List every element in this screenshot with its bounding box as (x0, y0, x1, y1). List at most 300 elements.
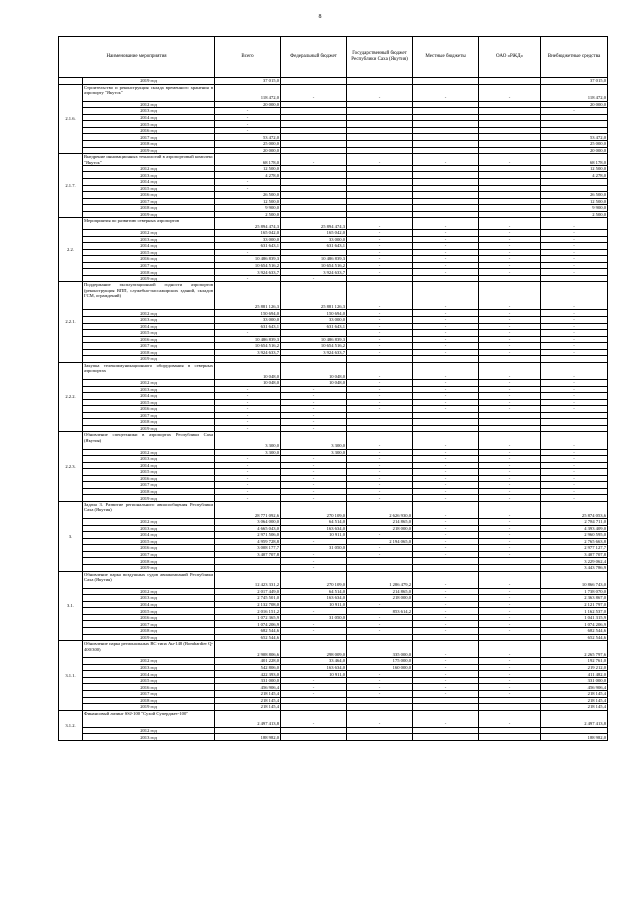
cell-total: 4 959 728,8 (215, 538, 281, 545)
cell-total: 218 145,4 (215, 704, 281, 711)
cell-extra: - (541, 349, 608, 356)
cell-total: 37 015,0 (215, 78, 281, 85)
cell-republic: - (347, 671, 413, 678)
cell-federal: - (281, 425, 347, 432)
cell-republic: - (347, 343, 413, 350)
cell-total: - (215, 399, 281, 406)
cell-federal: - (281, 710, 347, 727)
year-label: 2014 год (83, 601, 215, 608)
cell-total: 4 278,0 (215, 172, 281, 179)
cell-total: 53 472,0 (215, 134, 281, 141)
cell-local: - (413, 84, 479, 101)
cell-rzhd: - (479, 386, 541, 393)
cell-rzhd: - (479, 595, 541, 602)
cell-federal: - (281, 628, 347, 635)
cell-extra: 4 278,0 (541, 172, 608, 179)
cell-republic: - (347, 628, 413, 635)
cell-republic: - (347, 336, 413, 343)
cell-local: - (413, 449, 479, 456)
measure-code: 2.2.2. (59, 362, 83, 432)
measure-row (59, 501, 608, 518)
cell-local: - (413, 432, 479, 449)
year-label: 2019 год (83, 78, 215, 85)
cell-total: 10 654 516,2 (215, 262, 281, 269)
measure-row (59, 218, 608, 230)
year-label: 2013 год (83, 172, 215, 179)
cell-rzhd: - (479, 482, 541, 489)
year-label: 2016 год (83, 127, 215, 134)
cell-rzhd: - (479, 218, 541, 230)
cell-federal: 25 894 474,3 (281, 218, 347, 230)
cell-rzhd: - (479, 658, 541, 665)
cell-rzhd: - (479, 571, 541, 588)
cell-total: 3 924 633,7 (215, 349, 281, 356)
cell-rzhd: - (479, 532, 541, 539)
cell-total: - (215, 330, 281, 337)
cell-rzhd: - (479, 249, 541, 256)
cell-extra: 2 363 867,0 (541, 595, 608, 602)
cell-federal: - (281, 412, 347, 419)
year-label: 2012 год (83, 449, 215, 456)
year-label: 2018 год (83, 205, 215, 212)
cell-rzhd: - (479, 230, 541, 237)
cell-republic: - (347, 317, 413, 324)
cell-rzhd: - (479, 621, 541, 628)
cell-federal: 298 009,0 (281, 641, 347, 658)
cell-local: - (413, 475, 479, 482)
cell-republic: - (347, 677, 413, 684)
cell-extra: 2 121 797,0 (541, 601, 608, 608)
cell-federal: - (281, 275, 347, 282)
cell-federal (281, 734, 347, 741)
year-label: 2018 год (83, 628, 215, 635)
year-label: 2017 год (83, 343, 215, 350)
cell-federal: 10 048,0 (281, 362, 347, 379)
measure-code: 3.1.2. (59, 710, 83, 740)
cell-rzhd: - (479, 677, 541, 684)
cell-federal: 10 911,0 (281, 601, 347, 608)
year-label: 2014 год (83, 532, 215, 539)
cell-total: 3 924 633,7 (215, 269, 281, 276)
cell-rzhd: - (479, 393, 541, 400)
cell-total: 10 486 839,3 (215, 256, 281, 263)
cell-extra: 2 497 413,8 (541, 710, 608, 727)
measure-code: 2.2.3. (59, 432, 83, 502)
cell-local: - (413, 269, 479, 276)
cell-extra: 1 041 315,9 (541, 614, 608, 621)
cell-rzhd: - (479, 456, 541, 463)
measure-name: Обновление парка региональных ВС типа Ан-148 (Bombardier Q-400/300) (83, 641, 215, 658)
cell-extra: 2 960 595,0 (541, 532, 608, 539)
cell-local: - (413, 588, 479, 595)
header-rzhd: ОАО «РЖД» (479, 37, 541, 78)
cell-extra: - (541, 456, 608, 463)
cell-republic: - (347, 495, 413, 502)
cell-rzhd: - (479, 269, 541, 276)
cell-extra: - (541, 380, 608, 387)
cell-extra: - (541, 310, 608, 317)
cell-total: 652 544,6 (215, 634, 281, 641)
cell-total: 2 908 806,6 (215, 641, 281, 658)
year-label: 2014 год (83, 462, 215, 469)
cell-extra: - (541, 323, 608, 330)
year-label: 2017 год (83, 482, 215, 489)
year-label: 2019 год (83, 495, 215, 502)
cell-total: - (215, 185, 281, 192)
cell-federal: - (281, 677, 347, 684)
cell-extra: 26 500,0 (541, 192, 608, 199)
cell-rzhd: - (479, 525, 541, 532)
cell-federal: 25 881 126,3 (281, 282, 347, 310)
header-local: Местные бюджеты (413, 37, 479, 78)
cell-republic: - (347, 243, 413, 250)
year-label: 2012 год (83, 588, 215, 595)
cell-republic: - (347, 230, 413, 237)
cell-republic: - (347, 601, 413, 608)
cell-local: - (413, 710, 479, 727)
cell-local: - (413, 658, 479, 665)
cell-federal: - (281, 154, 347, 166)
cell-local: - (413, 386, 479, 393)
cell-total: - (215, 127, 281, 134)
year-label: 2017 год (83, 691, 215, 698)
cell-republic: 160 000,0 (347, 664, 413, 671)
cell-extra: - (541, 393, 608, 400)
cell-local: - (413, 684, 479, 691)
cell-extra: 652 544,6 (541, 634, 608, 641)
cell-total: 20 000,0 (215, 101, 281, 108)
cell-republic: - (347, 475, 413, 482)
cell-rzhd: - (479, 519, 541, 526)
cell-local: - (413, 691, 479, 698)
cell-extra: - (541, 336, 608, 343)
cell-local: - (413, 482, 479, 489)
cell-republic: - (347, 236, 413, 243)
cell-total: 2 971 506,0 (215, 532, 281, 539)
cell-republic: 218 000,0 (347, 595, 413, 602)
measure-row (59, 362, 608, 379)
year-label: 2019 год (83, 356, 215, 363)
cell-federal: 10 486 839,3 (281, 336, 347, 343)
cell-federal: 33 000,0 (281, 317, 347, 324)
year-label: 2019 год (83, 211, 215, 218)
year-label: 2014 год (83, 179, 215, 186)
cell-total: 12 500,0 (215, 165, 281, 172)
year-label: 2014 год (83, 671, 215, 678)
cell-total: 150 694,0 (215, 310, 281, 317)
cell-extra: 53 472,0 (541, 134, 608, 141)
year-label: 2017 год (83, 412, 215, 419)
cell-republic: - (347, 154, 413, 166)
cell-rzhd: - (479, 488, 541, 495)
cell-republic: - (347, 310, 413, 317)
year-label: 2018 год (83, 488, 215, 495)
measure-code: 2.1.6. (59, 84, 83, 154)
year-label: 2015 год (83, 185, 215, 192)
cell-republic: - (347, 399, 413, 406)
cell-total: 10 654 516,2 (215, 343, 281, 350)
cell-extra: 12 500,0 (541, 198, 608, 205)
cell-total: 631 643,1 (215, 323, 281, 330)
cell-republic: - (347, 393, 413, 400)
year-label: 2013 год (83, 236, 215, 243)
cell-local: - (413, 262, 479, 269)
cell-extra: 218 145,4 (541, 697, 608, 704)
year-label: 2017 год (83, 262, 215, 269)
cell-extra: - (541, 475, 608, 482)
cell-federal: - (281, 393, 347, 400)
cell-total: 422 393,0 (215, 671, 281, 678)
cell-republic: 2 626 930,0 (347, 501, 413, 518)
cell-extra: 2 265 797,6 (541, 641, 608, 658)
cell-total: 9 900,0 (215, 205, 281, 212)
cell-local: - (413, 330, 479, 337)
cell-local: - (413, 336, 479, 343)
cell-federal: 31 050,0 (281, 545, 347, 552)
cell-rzhd: - (479, 475, 541, 482)
cell-federal: - (281, 551, 347, 558)
cell-federal: 64 514,0 (281, 519, 347, 526)
cell-republic: - (347, 386, 413, 393)
cell-republic: - (347, 330, 413, 337)
cell-republic: - (347, 545, 413, 552)
measure-name: Обновление парка воздушных судов авиакомпаний Республики Саха (Якутия) (83, 571, 215, 588)
cell-local: - (413, 501, 479, 518)
cell-republic: 2 194 065,0 (347, 538, 413, 545)
cell-extra: - (541, 249, 608, 256)
cell-republic: - (347, 462, 413, 469)
cell-rzhd: - (479, 256, 541, 263)
cell-rzhd (479, 734, 541, 741)
cell-rzhd: - (479, 310, 541, 317)
table-header-row (59, 37, 608, 78)
cell-rzhd: - (479, 362, 541, 379)
cell-total: - (215, 419, 281, 426)
year-label: 2016 год (83, 192, 215, 199)
cell-federal: 33 464,0 (281, 658, 347, 665)
measure-row (59, 641, 608, 658)
cell-extra: 118 472,0 (541, 84, 608, 101)
cell-local: - (413, 641, 479, 658)
cell-extra: 192 761,0 (541, 658, 608, 665)
year-label: 2013 год (83, 456, 215, 463)
measure-name: Закупка телекоммуникационного оборудования в северных аэропортах (83, 362, 215, 379)
cell-local: - (413, 608, 479, 615)
cell-rzhd: - (479, 449, 541, 456)
cell-federal: 10 654 516,2 (281, 343, 347, 350)
cell-local: - (413, 664, 479, 671)
cell-local: - (413, 317, 479, 324)
cell-extra: 219 212,0 (541, 664, 608, 671)
year-label: 2019 год (83, 704, 215, 711)
cell-extra: - (541, 469, 608, 476)
cell-federal: 3 924 633,7 (281, 349, 347, 356)
cell-local: - (413, 456, 479, 463)
cell-republic: - (347, 349, 413, 356)
year-label: 2015 год (83, 608, 215, 615)
cell-rzhd: - (479, 691, 541, 698)
cell-rzhd: - (479, 330, 541, 337)
cell-total: - (215, 425, 281, 432)
cell-extra: 9 900,0 (541, 205, 608, 212)
cell-local: - (413, 671, 479, 678)
cell-extra: 411 482,0 (541, 671, 608, 678)
year-label: 2016 год (83, 545, 215, 552)
cell-total: 3 064 000,0 (215, 519, 281, 526)
year-label: 2012 год (83, 165, 215, 172)
cell-republic (347, 734, 413, 741)
measure-name: Строительство и реконструкция склада временного хранения в аэропорту "Якутск" (83, 84, 215, 101)
cell-total: 2 017 449,0 (215, 588, 281, 595)
cell-rzhd: - (479, 641, 541, 658)
cell-total: - (215, 114, 281, 121)
cell-rzhd: - (479, 538, 541, 545)
cell-local: - (413, 256, 479, 263)
cell-total: 1 072 365,9 (215, 614, 281, 621)
funding-table (58, 36, 608, 741)
cell-federal: 10 486 839,3 (281, 256, 347, 263)
cell-local: - (413, 614, 479, 621)
cell-total: 25 894 474,3 (215, 218, 281, 230)
cell-federal: - (281, 558, 347, 565)
year-label: 2016 год (83, 406, 215, 413)
cell-total: 3 300,0 (215, 432, 281, 449)
cell-rzhd: - (479, 317, 541, 324)
cell-total: - (215, 393, 281, 400)
cell-total: - (215, 475, 281, 482)
measure-code: 3. (59, 501, 83, 571)
cell-republic: - (347, 380, 413, 387)
cell-republic: 175 000,0 (347, 658, 413, 665)
cell-extra: 2 784 711,0 (541, 519, 608, 526)
cell-total: 10 048,0 (215, 362, 281, 379)
cell-federal: 163 634,0 (281, 525, 347, 532)
year-label: 2016 год (83, 336, 215, 343)
cell-local: - (413, 310, 479, 317)
cell-federal: - (281, 399, 347, 406)
cell-extra: - (541, 488, 608, 495)
cell-local: - (413, 393, 479, 400)
year-label: 2019 год (83, 275, 215, 282)
cell-federal: 10 911,0 (281, 671, 347, 678)
cell-extra: 456 906,4 (541, 684, 608, 691)
measure-name: Обновление спецтехники в аэропортах Республики Саха (Якутия) (83, 432, 215, 449)
cell-extra: 2 977 127,7 (541, 545, 608, 552)
year-label: 2017 год (83, 621, 215, 628)
cell-rzhd: - (479, 399, 541, 406)
cell-republic: - (347, 482, 413, 489)
cell-local: - (413, 249, 479, 256)
measure-row (59, 282, 608, 310)
cell-republic: - (347, 456, 413, 463)
cell-republic: 218 000,0 (347, 525, 413, 532)
cell-rzhd: - (479, 84, 541, 101)
cell-republic: 214 865,0 (347, 588, 413, 595)
year-label: 2015 год (83, 249, 215, 256)
year-label: 2017 год (83, 551, 215, 558)
cell-local: - (413, 538, 479, 545)
cell-rzhd: - (479, 495, 541, 502)
year-label: 2014 год (83, 114, 215, 121)
year-label: 2012 год (83, 101, 215, 108)
cell-extra: - (541, 108, 608, 115)
cell-federal: - (281, 608, 347, 615)
cell-total: 218 145,4 (215, 697, 281, 704)
measure-row (59, 154, 608, 166)
cell-total: 682 544,6 (215, 628, 281, 635)
cell-total: - (215, 108, 281, 115)
cell-extra: - (541, 482, 608, 489)
cell-federal: 3 300,0 (281, 432, 347, 449)
cell-federal: 150 694,0 (281, 310, 347, 317)
cell-local: - (413, 349, 479, 356)
cell-rzhd: - (479, 551, 541, 558)
cell-republic: - (347, 282, 413, 310)
cell-rzhd: - (479, 336, 541, 343)
cell-rzhd: - (479, 501, 541, 518)
cell-rzhd: - (479, 236, 541, 243)
cell-rzhd: - (479, 545, 541, 552)
cell-extra: - (541, 262, 608, 269)
cell-local: - (413, 406, 479, 413)
year-row (59, 734, 608, 741)
year-label: 2012 год (83, 658, 215, 665)
cell-total: 542 806,0 (215, 664, 281, 671)
cell-extra: 12 500,0 (541, 165, 608, 172)
year-label: 2016 год (83, 684, 215, 691)
cell-republic: - (347, 710, 413, 727)
cell-local: - (413, 519, 479, 526)
year-label: 2014 год (83, 243, 215, 250)
cell-extra: 682 544,6 (541, 628, 608, 635)
year-label: 2013 год (83, 386, 215, 393)
header-total: Всего (215, 37, 281, 78)
cell-local: - (413, 230, 479, 237)
year-label: 2018 год (83, 697, 215, 704)
cell-local: - (413, 488, 479, 495)
cell-extra: - (541, 462, 608, 469)
cell-republic: 335 000,0 (347, 641, 413, 658)
cell-extra: - (541, 432, 608, 449)
cell-republic: - (347, 406, 413, 413)
year-label: 2013 год (83, 108, 215, 115)
cell-local: - (413, 236, 479, 243)
cell-total: 2 016 151,2 (215, 608, 281, 615)
year-label: 2018 год (83, 419, 215, 426)
cell-federal: - (281, 462, 347, 469)
cell-republic: 853 614,2 (347, 608, 413, 615)
cell-local: - (413, 532, 479, 539)
year-label: 2017 год (83, 134, 215, 141)
year-label: 2012 год (83, 519, 215, 526)
year-label: 2013 год (83, 317, 215, 324)
measure-row (59, 432, 608, 449)
cell-republic: - (347, 449, 413, 456)
cell-republic: 1 286 479,2 (347, 571, 413, 588)
measure-row (59, 84, 608, 101)
header-federal: Федеральный бюджет (281, 37, 347, 78)
cell-extra: 25 874 053,6 (541, 501, 608, 518)
cell-total: 118 472,0 (215, 84, 281, 101)
year-label: 2019 год (83, 564, 215, 571)
measure-code: 2.1.7. (59, 154, 83, 218)
cell-total: - (215, 469, 281, 476)
cell-extra: 20 000,0 (541, 147, 608, 154)
cell-rzhd: - (479, 469, 541, 476)
cell-federal: - (281, 488, 347, 495)
cell-total: 20 000,0 (215, 147, 281, 154)
cell-republic: - (347, 532, 413, 539)
